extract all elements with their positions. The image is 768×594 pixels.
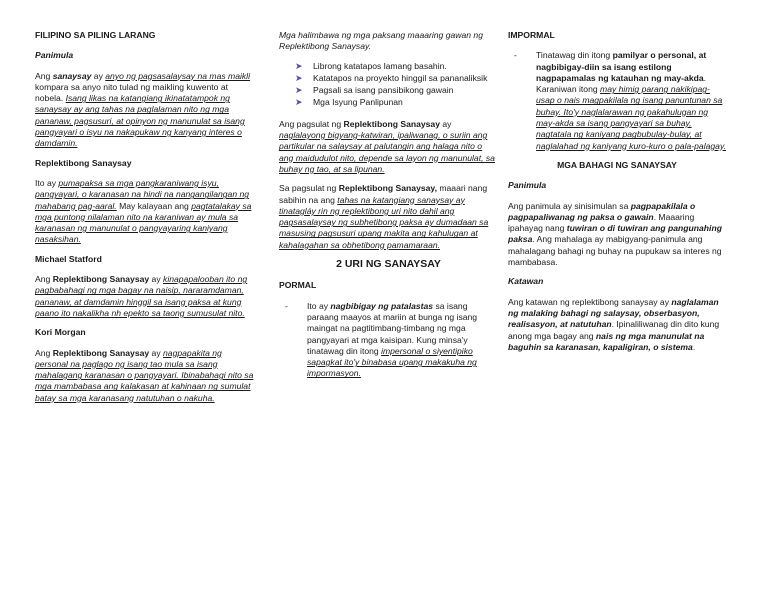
text-run: pagtatalakay sa mga puntong nilalaman nito na karaniwan ay mula sa karanasan ng manunulat o pangyayaring kaniyang nasaksihan.	[35, 200, 252, 245]
text-run: Replektibong Sanaysay	[52, 347, 150, 358]
text-run: nagpapakita ng personal na paglago ng isang tao mula sa isang mahalagang karanasan o pangyayari. Ibinabahagi nito sa mga mambabasa ang kalakasan at kahinaan ng sumulat batay sa mga karanasang natutuhan o nakuha.	[35, 347, 254, 403]
text-run: . Ang mahalaga ay mabigyang-panimula ang mahalagang bahagi ng buhay na pupukaw sa interes ng mambabasa.	[508, 234, 722, 268]
text-run: Replektibong Sanaysay	[343, 118, 440, 129]
arrow-bullet-icon: ➤	[295, 72, 303, 83]
katawan-text	[508, 297, 726, 353]
panimula-subheading: Panimula	[508, 180, 547, 191]
halimbawa-intro	[279, 30, 498, 53]
halimbawa-list	[295, 61, 498, 109]
text-run: Ang pagsulat ng	[279, 118, 344, 129]
text-run: Ito ay	[307, 300, 331, 311]
text-run: maaari nang sabihin na ang	[279, 183, 488, 205]
text-run: Pagsali sa isang pansibikong gawain	[313, 85, 454, 96]
text-run: Replektibong Sanaysay	[52, 274, 150, 285]
text-run: Ang	[35, 347, 53, 358]
text-run: Ito ay	[35, 177, 59, 188]
text-run: Ang	[35, 70, 53, 81]
text-run: pumapaksa sa mga pangkaraniwang isyu, pangyayari, o karanasan na hindi na nangangilangan ng mahabang pag-aaral.	[35, 177, 250, 211]
bahagi-heading: MGA BAHAGI NG SANAYSAY	[557, 159, 677, 170]
text-run: tahas na katangiang sanaysay ay tinatagláy rin ng replektibong uri nito dahil ang pagsasalaysay ng subhetibong paksa ay dumadaan sa masusing pagsusuri upang makita ang kahulugan at kahalagahan sa obhetibong pamamaraan.	[279, 194, 489, 250]
statford-heading: Michael Statford	[35, 253, 102, 264]
dash-bullet: -	[514, 50, 517, 61]
text-run: ay	[91, 70, 106, 81]
text-run: naglalayong bigyang-katwiran, ipaliwanag, o suriin ang partikular na salaysay at palutangin ang halaga nito o ang maidudulot nito, depende sa layon ng manunulat, sa buhay ng tao, at sa lipunan.	[279, 130, 495, 174]
text-run: .	[692, 341, 696, 352]
text-run: ay	[440, 118, 452, 129]
text-run: . Ipinaliliwanag din dito kung anong mga bagay ang	[508, 319, 720, 341]
text-run: kinapapalooban ito ng pagbabahagi ng mga bagay na naisip, nararamdaman, pananaw, at damdamin hinggil sa isang paksa at kung paano ito nakalikha nh epekto sa taong sumusulat nito.	[35, 274, 248, 318]
arrow-bullet-icon: ➤	[295, 60, 303, 71]
text-run: Ang	[35, 274, 53, 285]
text-run: naglalaman ng malaking bahagi ng salaysay, obserbasyon, realisasyon, at natutuhan	[508, 296, 719, 330]
impormal-item	[508, 50, 726, 152]
text-run: Ang panimula ay sinisimulan sa	[508, 200, 631, 211]
panimula-heading: Panimula	[35, 50, 74, 61]
impormal-text	[536, 50, 726, 152]
pagsulat-paragraph	[279, 183, 498, 251]
text-run: Katatapos na proyekto hinggil sa pananaliksik	[313, 72, 488, 83]
katawan-heading: Katawan	[508, 276, 544, 287]
text-run: . Karaniwan itong	[536, 72, 707, 95]
text-run: Isang likas na katangiang ikinatatampok ng sanaysay ay ang tahas na paglalaman nito ng mga pananaw, pagsusuri, at opinyon ng manunulat sa isang pangyayari o isyu na nakapukaw ng kanyang interes o damdamin.	[35, 93, 245, 149]
text-run: Mga Isyung Panlipunan	[313, 97, 403, 108]
text-run: pagpapakilala o pagpapaliwanag ng paksa o gawain	[508, 200, 696, 222]
list-item	[295, 97, 498, 108]
text-run: sanaysay	[52, 70, 92, 81]
text-run: ay	[149, 347, 164, 358]
text-run: nais ng mga manunulat na baguhin sa karanasan, kapaligiran, o sistema	[508, 330, 705, 352]
panimula-paragraph	[35, 71, 257, 150]
uri-heading: 2 URI NG SANAYSAY	[336, 258, 441, 271]
text-run: may himig parang nakikipag-usap o nais magpakilala ng isang panuntunan sa buhay. Ito'y naglalarawan ng pakahulugan ng may-akda sa isang pangyayari sa buhay, nagtatala ng kaniyang pagbubulay-bulay, at naglalahad ng kaniyang kuro-kuro o pala-palagay.	[536, 84, 726, 151]
panimula-text	[508, 201, 726, 269]
statford-paragraph	[35, 274, 257, 319]
list-item	[295, 85, 498, 96]
pormal-heading: PORMAL	[279, 280, 317, 291]
text-run: anyo ng pagsasalaysay na mas maikli	[105, 70, 251, 81]
arrow-bullet-icon: ➤	[295, 85, 303, 96]
text-run: Librong katatapos lamang basahin.	[313, 60, 447, 71]
column-2	[279, 30, 498, 388]
text-run: . Maaaring ipahayag nang	[508, 211, 695, 234]
text-run: ay	[149, 274, 164, 285]
text-run: Ang katawan ng replektibong sanaysay ay	[508, 296, 672, 307]
text-run: Tinatawag din itong	[536, 50, 613, 61]
column-1	[35, 30, 257, 412]
text-run: kompara sa anyo nito tulad ng maikling kuwento at nobela.	[35, 81, 228, 104]
text-run: pamilyar o personal, at nagbibigay-diin sa isang estilong nagpapamalas ng katauhan ng may-akda	[536, 50, 707, 83]
text-run: May kalayaan ang	[116, 200, 192, 211]
pormal-item	[279, 301, 498, 380]
text-run: tuwiran o di tuwiran ang pangunahing paksa	[508, 223, 722, 245]
pormal-text	[307, 301, 498, 380]
impormal-heading: IMPORMAL	[508, 30, 555, 40]
layunin-paragraph	[279, 119, 498, 175]
replektibo-paragraph	[35, 178, 257, 246]
list-item	[295, 61, 498, 72]
document-title: FILIPINO SA PILING LARANG	[35, 30, 156, 40]
arrow-bullet-icon: ➤	[295, 97, 303, 108]
morgan-paragraph	[35, 348, 257, 404]
morgan-heading: Kori Morgan	[35, 327, 86, 338]
text-run: Replektibong Sanaysay,	[338, 183, 437, 194]
list-item	[295, 73, 498, 84]
column-3	[508, 30, 726, 361]
replektibo-heading: Replektibong Sanaysay	[35, 157, 132, 168]
dash-bullet: -	[285, 300, 288, 311]
text-run: impersonal o siyentipiko sapagkat ito'y binabasa upang makakuha ng impormasyon.	[307, 345, 477, 379]
text-run: sa isang paraang maayos at mariin at bunga ng isang maingat na pagtitimbang-timbang ng mga pangyayari at mga kaisipan. Kung minsa'y tinatawag din itong	[307, 300, 478, 356]
text-run: Sa pagsulat ng	[279, 183, 339, 194]
text-run: nagbibigay ng patalastas	[330, 300, 434, 311]
text-run: Mga halimbawa ng mga paksang maaaring gawan ng Replektibong Sanaysay.	[279, 30, 483, 52]
